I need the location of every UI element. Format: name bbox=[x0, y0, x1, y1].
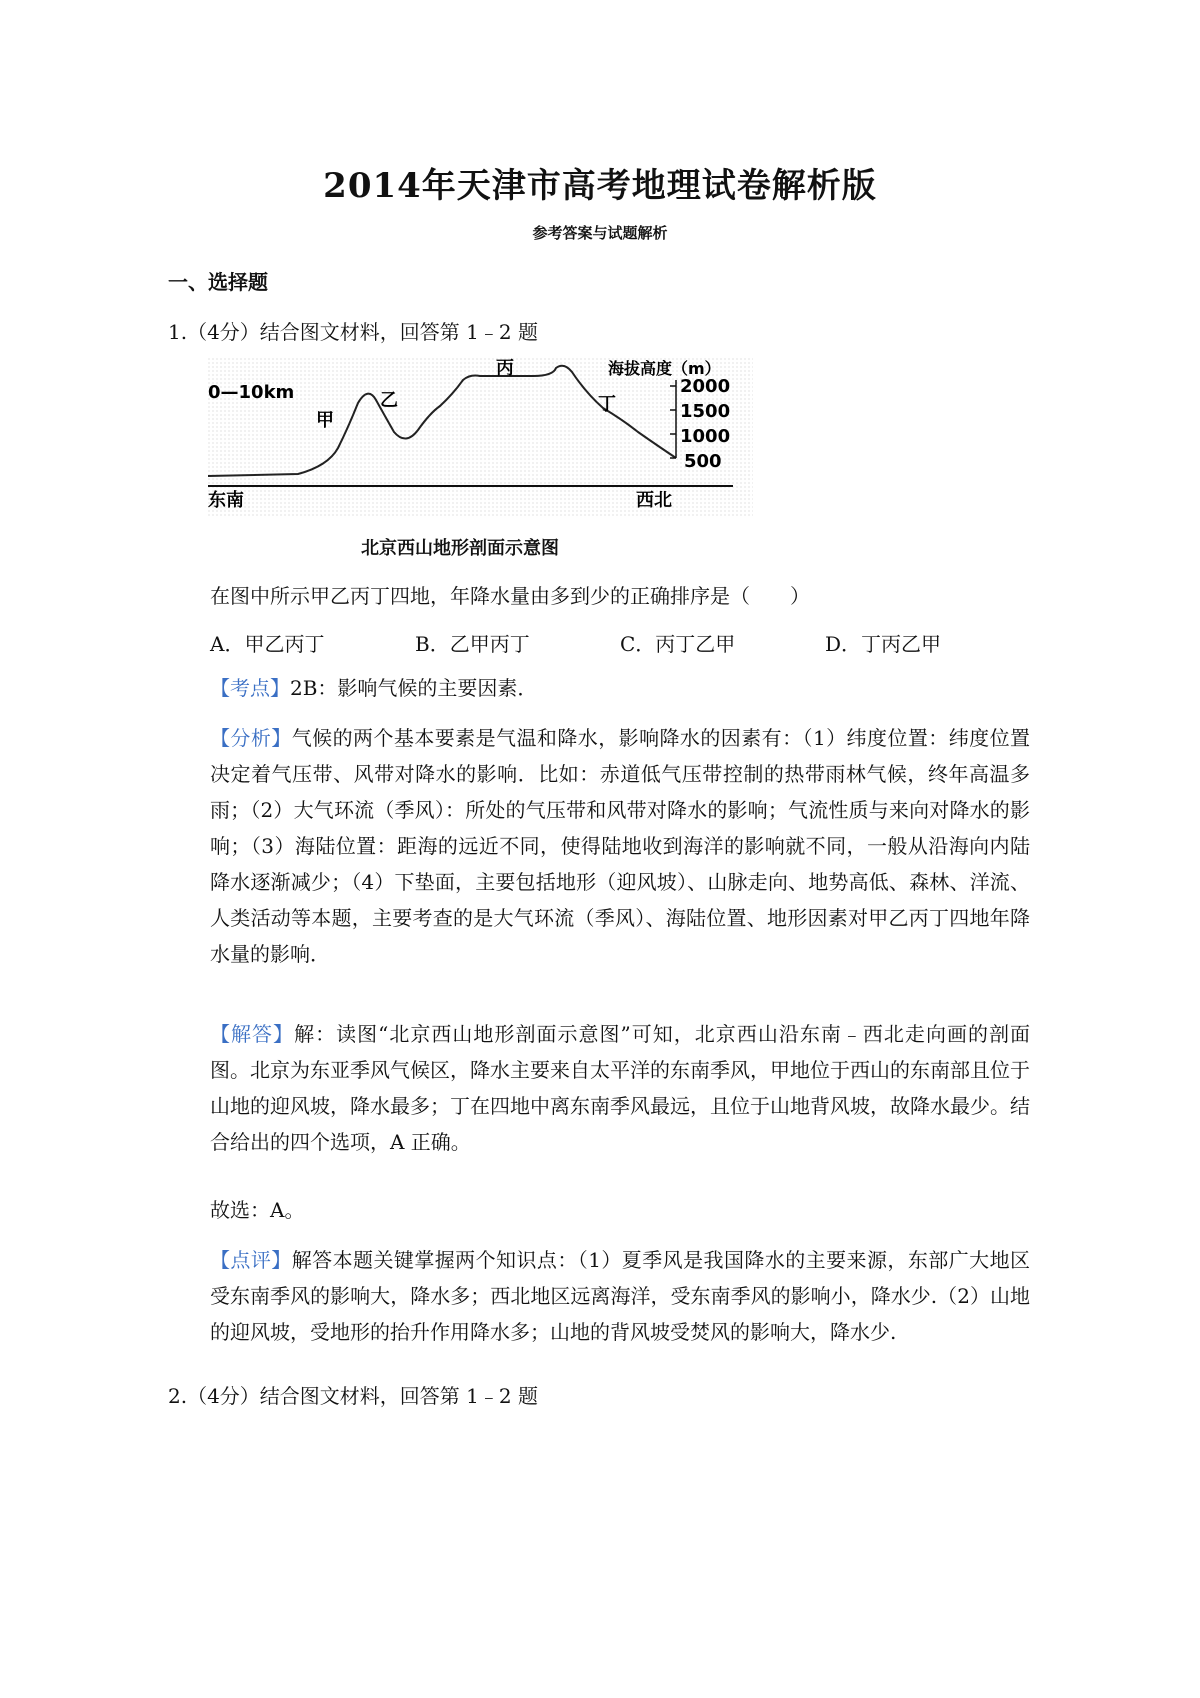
option-d: D．丁丙乙甲 bbox=[825, 632, 942, 656]
direction-northwest: 西北 bbox=[636, 490, 672, 511]
terrain-profile-figure bbox=[208, 358, 753, 518]
page-subtitle: 参考答案与试题解析 bbox=[532, 224, 668, 242]
place-label-yi: 乙 bbox=[380, 390, 398, 411]
tick-label: 2000 bbox=[680, 376, 731, 397]
page-title: 2014年天津市高考地理试卷解析版 bbox=[323, 166, 877, 206]
kaodian-paragraph bbox=[210, 670, 1030, 706]
scale-label: 0—10km bbox=[208, 382, 295, 403]
axis-title: 海拔高度（m） bbox=[608, 359, 721, 378]
fenxi-tag: 【分析】 bbox=[210, 726, 292, 750]
section-heading: 一、选择题 bbox=[168, 270, 268, 294]
jieda-text: 解：读图“北京西山地形剖面示意图”可知，北京西山沿东南﹣西北走向画的剖面图。北京为东亚季风气候区，降水主要来自太平洋的东南季风，甲地位于西山的东南部且位于山地的迎风坡，降水最多；丁在四地中离东南季风最远，且位于山地背风坡，故降水最少。结合给出的四个选项，A 正确。 bbox=[210, 1022, 1031, 1154]
answer-line: 故选：A。 bbox=[210, 1198, 305, 1222]
kaodian-text: 2B：影响气候的主要因素． bbox=[290, 676, 538, 700]
question-1-header: 1.（4分）结合图文材料，回答第 1﹣2 题 bbox=[168, 320, 538, 344]
place-label-bing: 丙 bbox=[496, 358, 514, 379]
tick-label: 500 bbox=[684, 451, 722, 472]
question-2-header: 2.（4分）结合图文材料，回答第 1﹣2 题 bbox=[168, 1384, 538, 1408]
option-b: B．乙甲丙丁 bbox=[415, 632, 530, 656]
tick-label: 1500 bbox=[680, 401, 731, 422]
kaodian-tag: 【考点】 bbox=[210, 676, 290, 700]
place-label-ding: 丁 bbox=[598, 394, 616, 415]
dianping-tag: 【点评】 bbox=[210, 1248, 292, 1272]
fenxi-paragraph bbox=[210, 720, 1030, 972]
question-1-stem: 在图中所示甲乙丙丁四地，年降水量由多到少的正确排序是（ ） bbox=[210, 584, 810, 608]
fenxi-text: 气候的两个基本要素是气温和降水，影响降水的因素有：（1）纬度位置：纬度位置决定着气压带、风带对降水的影响．比如：赤道低气压带控制的热带雨林气候，终年高温多雨；（2）大气环流（季风）：所处的气压带和风带对降水的影响；气流性质与来向对降水的影响；（3）海陆位置：距海的远近不同，使得陆地收到海洋的影响就不同，一般从沿海向内陆降水逐渐减少；（4）下垫面，主要包括地形（迎风坡）、山脉走向、地势高低、森林、洋流、人类活动等本题，主要考查的是大气环流（季风）、海陆位置、地形因素对甲乙丙丁四地年降水量的影响． bbox=[210, 726, 1030, 966]
place-label-jia: 甲 bbox=[316, 410, 334, 431]
figure-caption: 北京西山地形剖面示意图 bbox=[361, 538, 559, 559]
jieda-tag: 【解答】 bbox=[210, 1022, 295, 1046]
option-a: A．甲乙丙丁 bbox=[210, 632, 325, 656]
jieda-paragraph bbox=[210, 1016, 1030, 1160]
dianping-paragraph bbox=[210, 1242, 1030, 1350]
direction-southeast: 东南 bbox=[208, 490, 244, 511]
tick-label: 1000 bbox=[680, 426, 731, 447]
dianping-text: 解答本题关键掌握两个知识点：（1）夏季风是我国降水的主要来源，东部广大地区受东南季风的影响大，降水多；西北地区远离海洋，受东南季风的影响小，降水少.（2）山地的迎风坡，受地形的抬升作用降水多；山地的背风坡受焚风的影响大，降水少. bbox=[210, 1248, 1030, 1344]
option-c: C．丙丁乙甲 bbox=[620, 632, 736, 656]
